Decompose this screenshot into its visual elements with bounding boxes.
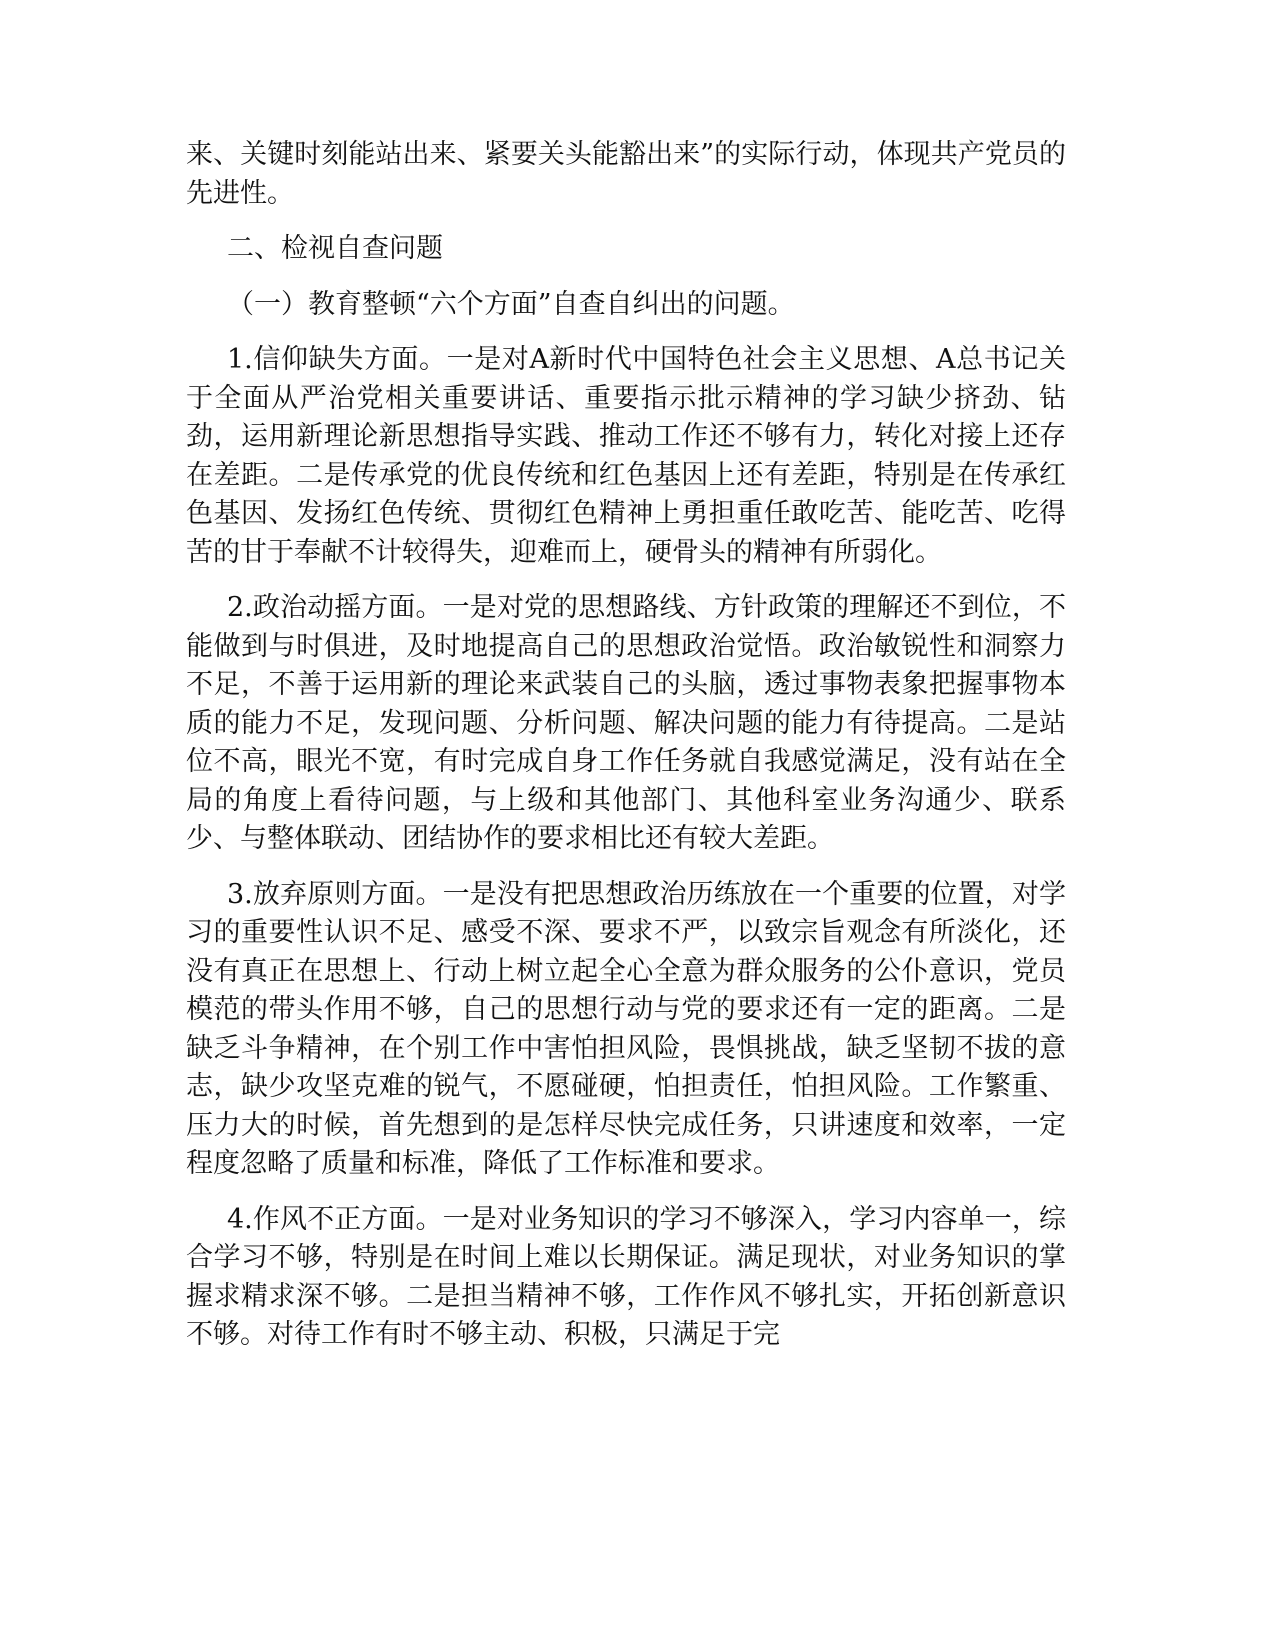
paragraph-political: 2.政治动摇方面。一是对党的思想路线、方针政策的理解还不到位，不能做到与时俱进，及时地提高自己的思想政治觉悟。政治敏锐性和洞察力不足，不善于运用新的理论来武装自己的头脑，透过事物表象把握事物本质的能力不足，发现问题、分析问题、解决问题的能力有待提高。二是站位不高，眼光不宽，有时完成自身工作任务就自我感觉满足，没有站在全局的角度上看待问题，与上级和其他部门、其他科室业务沟通少、联系少、与整体联动、团结协作的要求相比还有较大差距。 [186, 592, 1066, 854]
document-body [186, 136, 1066, 1372]
subsection-heading: （一）教育整顿“六个方面”自查自纠出的问题。 [227, 288, 795, 320]
paragraph-continuation: 来、关键时刻能站出来、紧要关头能豁出来”的实际行动，体现共产党员的先进性。 [186, 139, 1066, 209]
section-heading: 二、检视自查问题 [227, 233, 443, 264]
paragraph-principle: 3.放弃原则方面。一是没有把思想政治历练放在一个重要的位置，对学习的重要性认识不足、感受不深、要求不严，以致宗旨观念有所淡化，还没有真正在思想上、行动上树立起全心全意为群众服务的公仆意识，党员模范的带头作用不够，自己的思想行动与党的要求还有一定的距离。二是缺乏斗争精神，在个别工作中害怕担风险，畏惧挑战，缺乏坚韧不拔的意志，缺少攻坚克难的锐气，不愿碰硬，怕担责任，怕担风险。工作繁重、压力大的时候，首先想到的是怎样尽快完成任务，只讲速度和效率，一定程度忽略了质量和标准，降低了工作标准和要求。 [186, 878, 1066, 1179]
paragraph-style: 4.作风不正方面。一是对业务知识的学习不够深入，学习内容单一，综合学习不够，特别是在时间上难以长期保证。满足现状，对业务知识的掌握求精求深不够。二是担当精神不够，工作作风不够扎实，开拓创新意识不够。对待工作有时不够主动、积极，只满足于完 [186, 1203, 1066, 1350]
paragraph-faith: 1.信仰缺失方面。一是对A新时代中国特色社会主义思想、A总书记关于全面从严治党相关重要讲话、重要指示批示精神的学习缺少挤劲、钻劲，运用新理论新思想指导实践、推动工作还不够有力，转化对接上还存在差距。二是传承党的优良传统和红色基因上还有差距，特别是在传承红色基因、发扬红色传统、贯彻红色精神上勇担重任敢吃苦、能吃苦、吃得苦的甘于奉献不计较得失，迎难而上，硬骨头的精神有所弱化。 [186, 344, 1066, 568]
